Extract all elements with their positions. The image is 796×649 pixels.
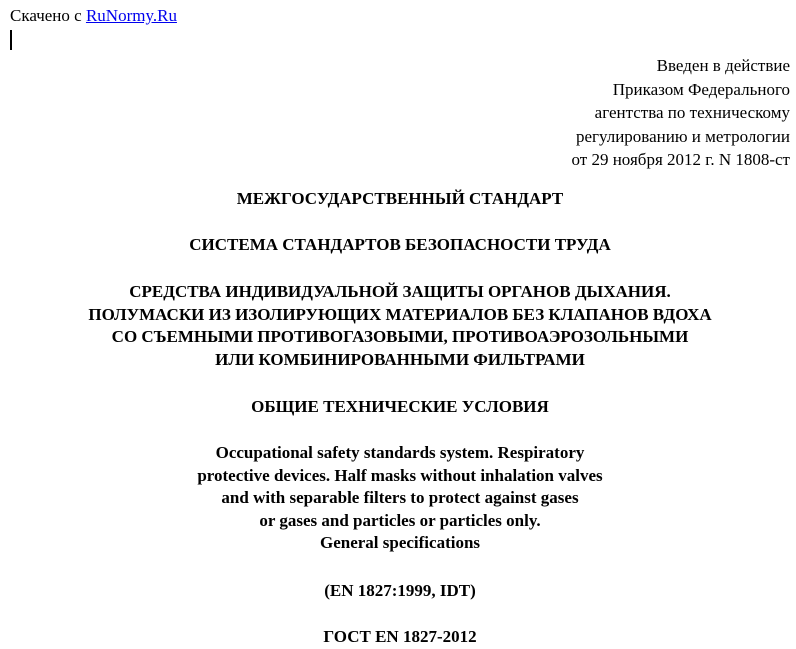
enactment-line: Введен в действие bbox=[656, 56, 790, 75]
system-heading bbox=[0, 234, 796, 257]
english-title-line: and with separable filters to protect against gases bbox=[221, 488, 579, 507]
enactment-line: агентства по техническому bbox=[594, 103, 790, 122]
standard-type: МЕЖГОСУДАРСТВЕННЫЙ СТАНДАРТ bbox=[236, 189, 564, 208]
title-line: СО СЪЕМНЫМИ ПРОТИВОГАЗОВЫМИ, ПРОТИВОАЭРОЗОЛЬНЫМИ bbox=[111, 327, 689, 346]
text-cursor bbox=[10, 30, 12, 50]
gost-number: ГОСТ EN 1827-2012 bbox=[323, 627, 477, 646]
title-line: ПОЛУМАСКИ ИЗ ИЗОЛИРУЮЩИХ МАТЕРИАЛОВ БЕЗ КЛАПАНОВ ВДОХА bbox=[88, 304, 712, 324]
enactment-line: Приказом Федерального bbox=[612, 79, 790, 99]
english-title bbox=[0, 442, 796, 555]
enactment-line: регулированию и метрологии bbox=[575, 126, 790, 146]
en-reference: (EN 1827:1999, IDT) bbox=[324, 581, 476, 600]
enactment-line: от 29 ноября 2012 г. N 1808-ст bbox=[571, 150, 790, 169]
en-reference-heading bbox=[0, 580, 796, 603]
gost-heading bbox=[0, 626, 796, 649]
standard-type-heading bbox=[0, 188, 796, 211]
general-conditions: ОБЩИЕ ТЕХНИЧЕСКИЕ УСЛОВИЯ bbox=[251, 397, 549, 416]
document-title bbox=[0, 281, 796, 371]
source-link[interactable]: RuNormy.Ru bbox=[85, 6, 177, 25]
english-title-line: or gases and particles or particles only. bbox=[259, 510, 541, 530]
general-heading bbox=[0, 396, 796, 419]
source-line bbox=[10, 6, 177, 26]
english-title-line: protective devices. Half masks without inhalation valves bbox=[197, 465, 603, 485]
title-line: ИЛИ КОМБИНИРОВАННЫМИ ФИЛЬТРАМИ bbox=[215, 349, 585, 369]
source-prefix: Скачено с bbox=[10, 6, 86, 25]
english-title-line: General specifications bbox=[319, 533, 481, 552]
title-line: СРЕДСТВА ИНДИВИДУАЛЬНОЙ ЗАЩИТЫ ОРГАНОВ ДЫХАНИЯ. bbox=[129, 282, 671, 301]
english-title-line: Occupational safety standards system. Respiratory bbox=[215, 443, 585, 462]
enactment-block bbox=[572, 54, 791, 172]
system-name: СИСТЕМА СТАНДАРТОВ БЕЗОПАСНОСТИ ТРУДА bbox=[189, 235, 611, 254]
